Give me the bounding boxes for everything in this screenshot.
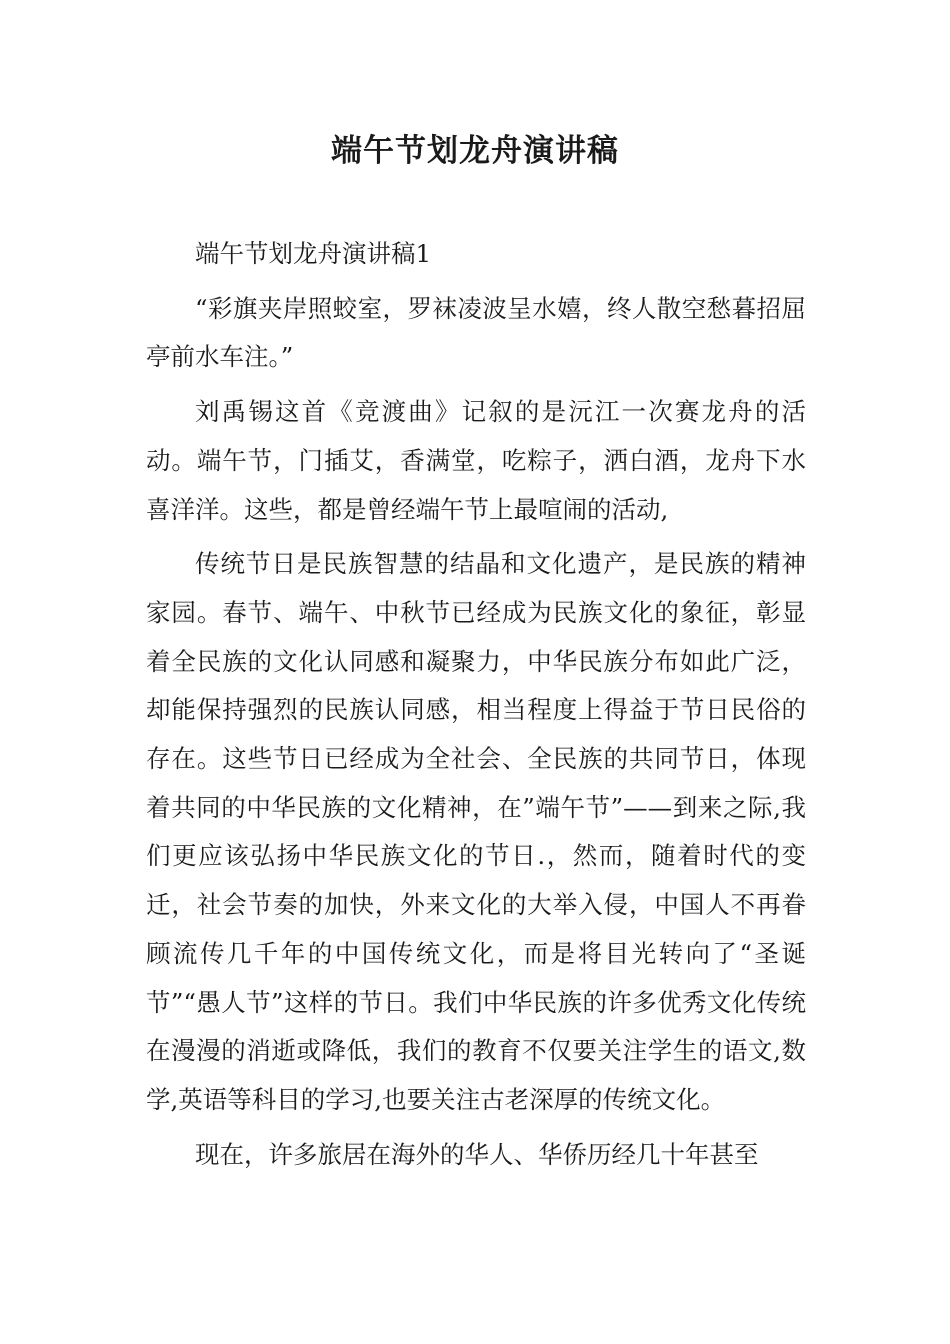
paragraph-liu-yuxi: 刘禹锡这首《竞渡曲》记叙的是沅江一次赛龙舟的活动。端午节，门插艾，香满堂，吃粽子，洒白酒，龙舟下水喜洋洋。这些，都是曾经端午节上最喧闹的活动, — [146, 397, 806, 524]
paragraph-poem-quote: “彩旗夹岸照蛟室，罗袜凌波呈水嬉，终人散空愁暮招屈亭前水车注。” — [146, 293, 806, 372]
paragraph-heading-1: 端午节划龙舟演讲稿1 — [195, 239, 432, 268]
document-body — [146, 230, 806, 1185]
paragraph-traditional-festivals: 传统节日是民族智慧的结晶和文化遗产，是民族的精神家园。春节、端午、中秋节已经成为民族文化的象征，彰显着全民族的文化认同感和凝聚力，中华民族分布如此广泛，却能保持强烈的民族认同感，相当程度上得益于节日民俗的存在。这些节日已经成为全社会、全民族的共同节日，体现着共同的中华民族的文化精神，在”端午节”——到来之际,我们更应该弘扬中华民族文化的节日.，然而，随着时代的变迁，社会节奏的加快，外来文化的大举入侵，中国人不再眷顾流传几千年的中国传统文化，而是将目光转向了“圣诞节”“愚人节”这样的节日。我们中华民族的许多优秀文化传统在漫漫的消逝或降低，我们的教育不仅要关注学生的语文,数学,英语等科目的学习,也要关注古老深厚的传统文化。 — [146, 549, 806, 1114]
paragraph-overseas-chinese: 现在，许多旅居在海外的华人、华侨历经几十年甚至 — [195, 1139, 759, 1169]
document-title: 端午节划龙舟演讲稿 — [331, 133, 619, 169]
